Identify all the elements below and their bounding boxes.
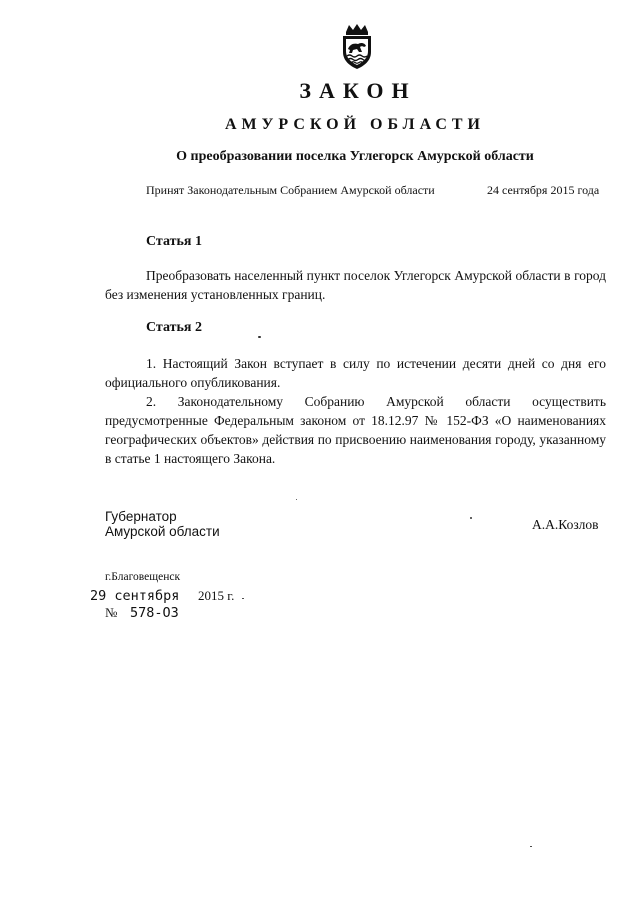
year-suffix: 2015 г. bbox=[198, 588, 235, 603]
scan-speck bbox=[258, 336, 261, 338]
article-2-paragraph-1: 1. Настоящий Закон вступает в силу по истечении десяти дней со дня его официального опубликования. bbox=[105, 356, 606, 390]
article-2-paragraph-2: 2. Законодательному Собранию Амурской области осуществить предусмотренные Федеральным законом от 18.12.97 № 152-ФЗ «О наименованиях географических объектов» действия по присвоению наименования городу, указанному в статье 1 настоящего Закона. bbox=[105, 394, 606, 466]
scan-speck bbox=[530, 846, 532, 847]
signatory-name: А.А.Козлов bbox=[532, 517, 599, 532]
stamp-date: 29 сентября bbox=[90, 588, 180, 604]
city: г.Благовещенск bbox=[105, 571, 181, 583]
number-sign: № bbox=[105, 605, 118, 620]
scan-speck bbox=[242, 598, 244, 599]
adopted-by: Принят Законодательным Собранием Амурской области bbox=[146, 183, 435, 197]
signatory-title bbox=[105, 509, 220, 539]
article-1-paragraph: Преобразовать населенный пункт поселок Углегорск Амурской области в город без изменения установленных границ. bbox=[105, 268, 606, 302]
scan-speck bbox=[296, 499, 297, 500]
signatory-title-line-2: Амурской области bbox=[105, 524, 220, 539]
coat-of-arms-icon bbox=[336, 22, 378, 70]
article-1-heading: Статья 1 bbox=[146, 234, 202, 249]
law-subject: О преобразовании поселка Углегорск Амурской области bbox=[176, 149, 534, 164]
article-2-heading: Статья 2 bbox=[146, 320, 202, 335]
region-title: АМУРСКОЙ ОБЛАСТИ bbox=[225, 116, 485, 133]
law-title: ЗАКОН bbox=[299, 78, 417, 103]
signatory-title-line-1: Губернатор bbox=[105, 509, 177, 524]
law-number: 578-ОЗ bbox=[130, 605, 179, 621]
adopted-date: 24 сентября 2015 года bbox=[487, 183, 600, 197]
scan-speck bbox=[470, 517, 472, 519]
